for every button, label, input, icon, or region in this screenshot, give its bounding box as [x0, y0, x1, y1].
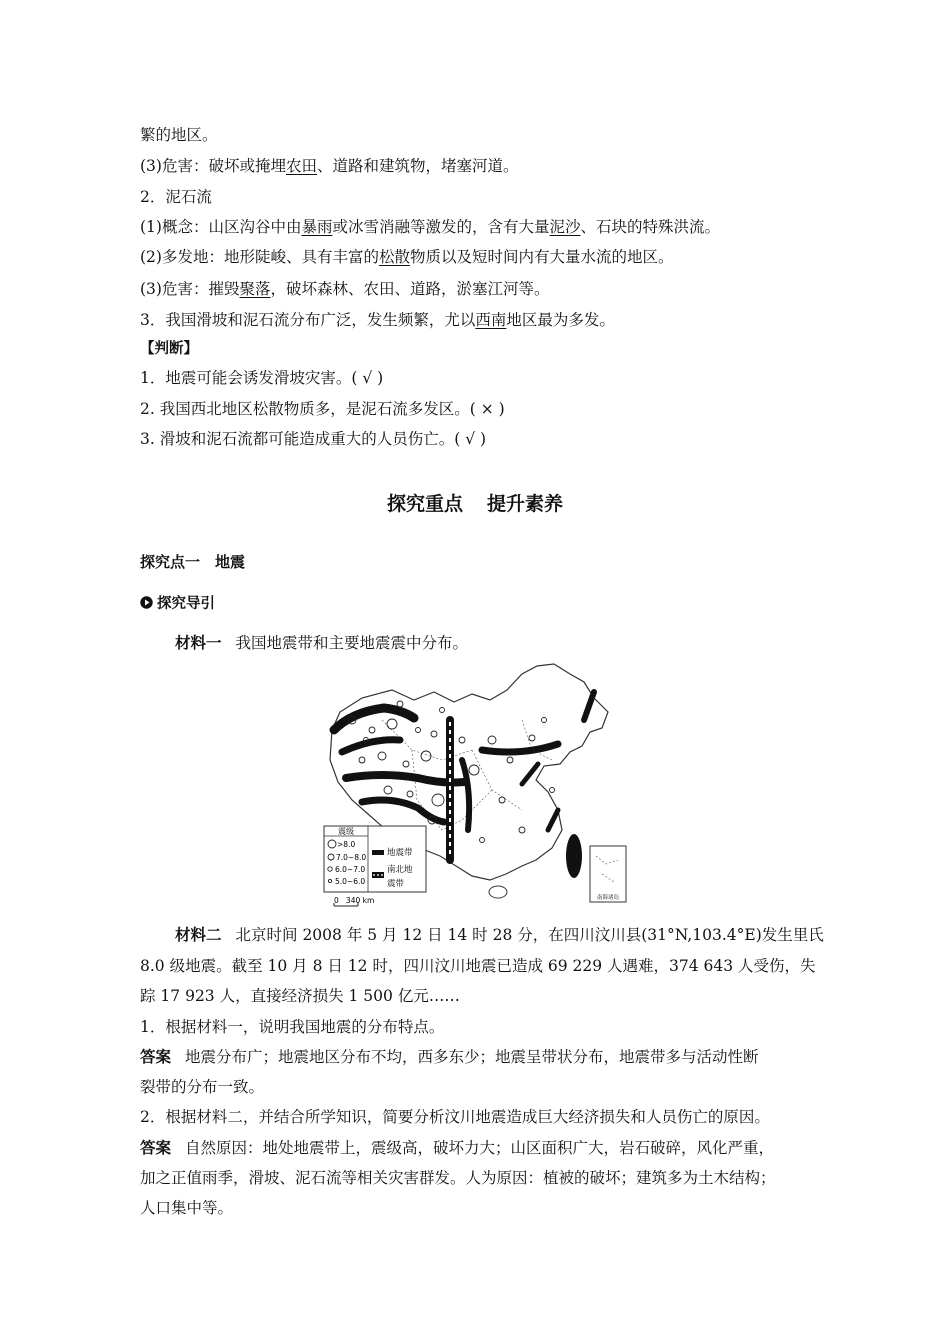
answer-label: 答案 — [140, 1139, 172, 1157]
blank-answer: 暴雨 — [301, 218, 333, 236]
legend-mag-3: 6.0~7.0 — [335, 865, 366, 874]
belt-swatch — [372, 850, 384, 855]
scale-bar-label: 0 340 km — [334, 896, 375, 905]
legend-title: 震级 — [338, 827, 354, 836]
judge-item-2: 2. 我国西北地区松散物质多，是泥石流多发区。( × ) — [140, 400, 505, 418]
debris-harm: (3)危害：摧毁聚落，破坏森林、农田、道路，淤塞江河等。 — [140, 280, 550, 298]
inset-label: 南海诸岛 — [596, 895, 620, 901]
material-2-line-2: 8.0 级地震。截至 10 月 8 日 12 时，四川汶川地震已造成 69 229 人遇难，374 643 人受伤，失 — [140, 957, 816, 975]
guide-heading: 探究导引 — [140, 592, 215, 613]
section-title: 探究重点 提升素养 — [386, 493, 564, 515]
legend-ns-label-1: 南北地 — [387, 865, 413, 875]
blank-answer: 西南 — [475, 311, 507, 329]
answer-2-line-2: 加之正值雨季，滑坡、泥石流等相关灾害群发。人为原因：植被的破坏；建筑多为土木结构； — [140, 1169, 776, 1187]
judge-item-1: 1．地震可能会诱发滑坡灾害。( √ ) — [140, 369, 384, 387]
legend-belt-label: 地震带 — [387, 848, 413, 858]
judge-heading: 【判断】 — [140, 341, 198, 357]
earthquake-distribution-map — [322, 660, 632, 910]
blank-answer: 松散 — [378, 248, 410, 266]
debris-flow-title: 2．泥石流 — [140, 188, 212, 206]
legend-mag-4: 5.0~6.0 — [335, 877, 366, 886]
material-label: 材料一 — [175, 634, 222, 652]
blank-answer: 泥沙 — [549, 218, 581, 236]
answer-1-line-1: 答案 地震分布广；地震地区分布不均，西多东少；地震呈带状分布，地震带多与活动性断 — [140, 1048, 759, 1066]
south-sea-inset — [590, 846, 626, 902]
answer-2-line-1: 答案 自然原因：地处地震带上，震级高，破坏力大；山区面积广大，岩石破碎，风化严重， — [140, 1139, 775, 1157]
answer-label: 答案 — [140, 1048, 172, 1066]
material-2-line-3: 踪 17 923 人，直接经济损失 1 500 亿元…… — [140, 987, 460, 1005]
debris-concept: (1)概念：山区沟谷中由暴雨或冰雪消融等激发的，含有大量泥沙、石块的特殊洪流。 — [140, 218, 721, 236]
legend-ns-label-2: 震带 — [387, 879, 405, 889]
landslide-harm: (3)危害：破坏或掩埋农田、道路和建筑物，堵塞河道。 — [140, 157, 519, 175]
legend-mag-1: >8.0 — [337, 840, 356, 849]
legend-mag-2: 7.0~8.0 — [336, 853, 367, 862]
answer-2-line-3: 人口集中等。 — [140, 1199, 234, 1217]
question-2: 2．根据材料二，并结合所学知识，简要分析汶川地震造成巨大经济损失和人员伤亡的原因。 — [140, 1108, 770, 1126]
judge-item-3: 3. 滑坡和泥石流都可能造成重大的人员伤亡。( √ ) — [140, 430, 487, 448]
answer-1-line-2: 裂带的分布一致。 — [140, 1078, 265, 1096]
material-2-line-1: 材料二 北京时间 2008 年 5 月 12 日 14 时 28 分，在四川汶川县(31°N,103.4°E)发生里氏 — [175, 926, 824, 944]
taiwan-belt — [566, 834, 582, 878]
play-circle-icon — [140, 596, 153, 609]
material-label: 材料二 — [175, 926, 222, 944]
blank-answer: 农田 — [285, 157, 317, 175]
intro-line-1: 繁的地区。 — [140, 126, 218, 144]
debris-area: (2)多发地：地形陡峻、具有丰富的松散物质以及短时间内有大量水流的地区。 — [140, 248, 674, 266]
question-1: 1．根据材料一，说明我国地震的分布特点。 — [140, 1018, 445, 1036]
distribution-line: 3．我国滑坡和泥石流分布广泛，发生频繁，尤以西南地区最为多发。 — [140, 311, 615, 329]
blank-answer: 聚落 — [239, 280, 271, 298]
material-1: 材料一 我国地震带和主要地震震中分布。 — [175, 634, 469, 652]
point-title: 探究点一 地震 — [140, 553, 246, 571]
